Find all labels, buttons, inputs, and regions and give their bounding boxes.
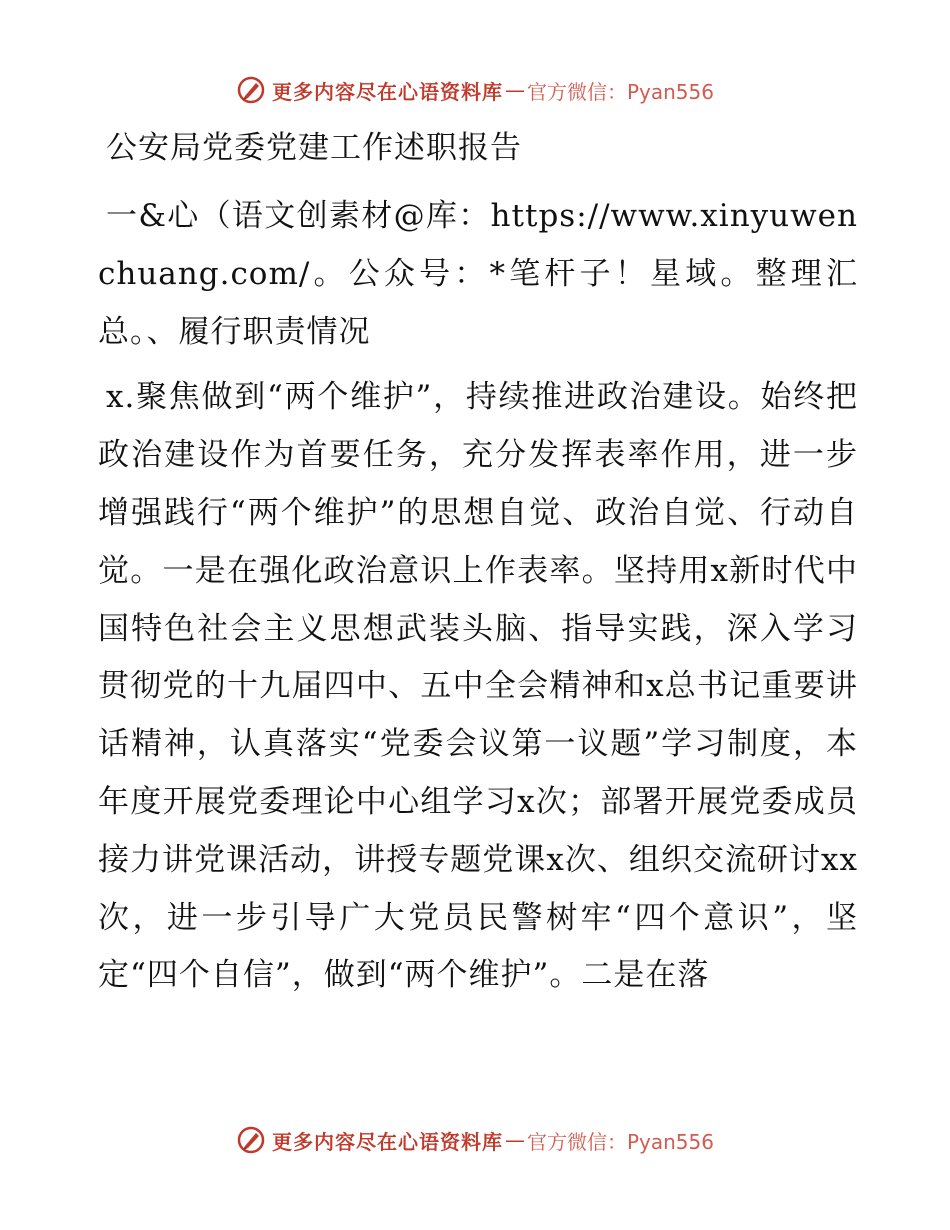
- document-title: 公安局党委党建工作述职报告: [106, 130, 522, 166]
- paragraph-main: x.聚焦做到“两个维护”，持续推进政治建设。始终把政治建设作为首要任务，充分发挥表率作用，进一步增强践行“两个维护”的思想自觉、政治自觉、行动自觉。一是在强化政治意识上作表率。坚持用x新时代中国特色社会主义思想武装头脑、指导实践，深入学习贯彻党的十九届四中、五中全会精神和x总书记重要讲话精神，认真落实“党委会议第一议题”学习制度，本年度开展党委理论中心组学习x次；部署开展党委成员接力讲党课活动，讲授专题党课x次、组织交流研讨xx次，进一步引导广大党员民警树牢“四个意识”，坚定“四个自信”，做到“两个维护”。二是在落: [98, 379, 858, 994]
- watermark-separator: —: [504, 1128, 525, 1152]
- paragraph-intro: 一&心（语文创素材@库：https://www.xinyuwenchuang.com/。公众号：*笔杆子！星域。整理汇总。、履行职责情况: [98, 198, 858, 350]
- footer-watermark: [0, 1120, 950, 1160]
- header-watermark: [0, 70, 950, 110]
- pen-logo-icon: [236, 1125, 266, 1155]
- watermark-contact: 官方微信：Pyan556: [526, 79, 714, 104]
- pen-logo-icon: [236, 75, 266, 105]
- watermark-separator: —: [504, 78, 525, 102]
- watermark-text: 更多内容尽在心语资料库: [271, 1129, 503, 1154]
- watermark-contact: 官方微信：Pyan556: [526, 1129, 714, 1154]
- watermark-text: 更多内容尽在心语资料库: [271, 79, 503, 104]
- document-body: [98, 120, 858, 1005]
